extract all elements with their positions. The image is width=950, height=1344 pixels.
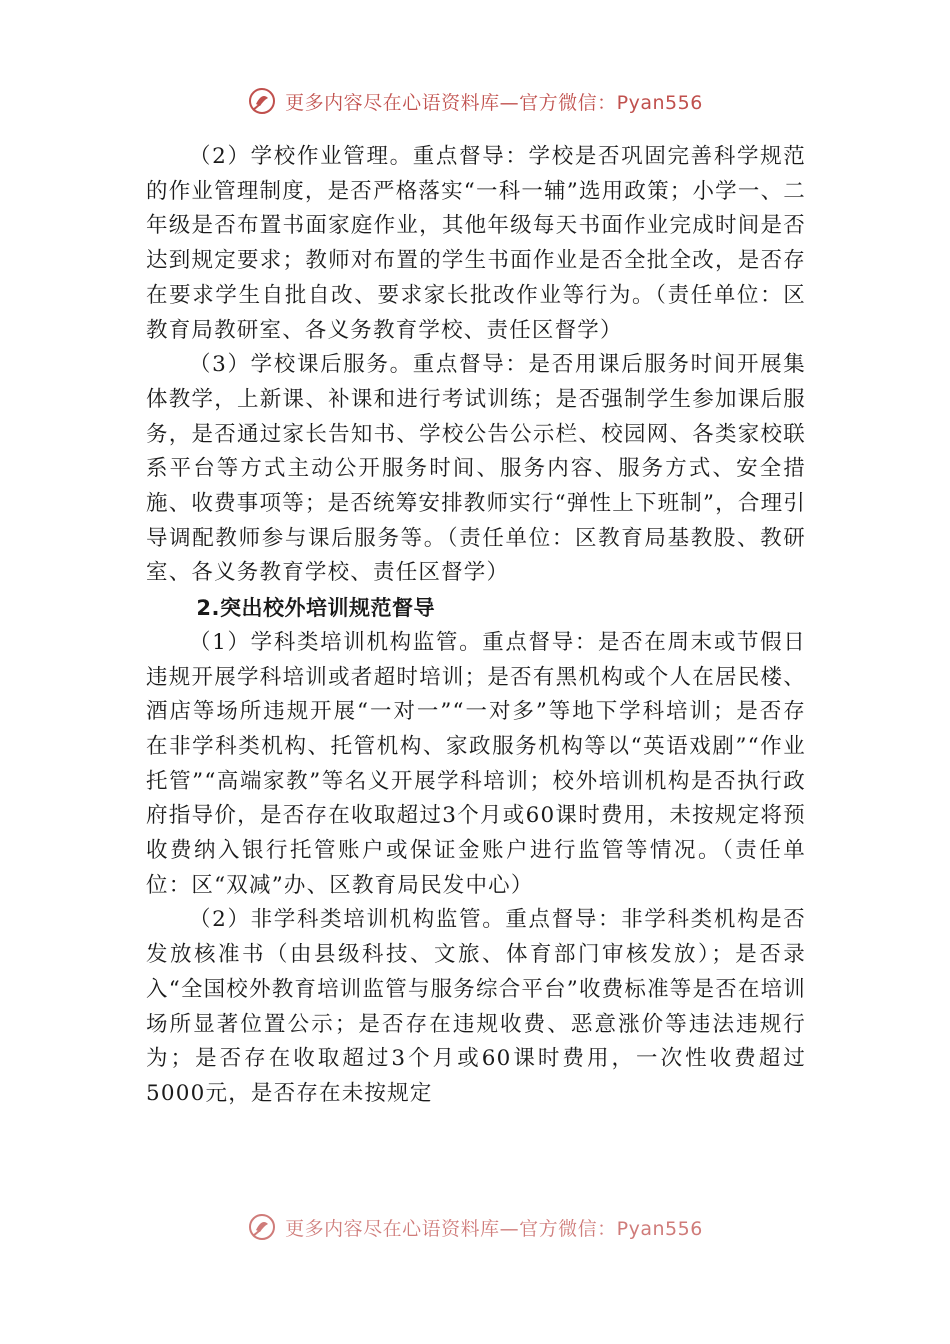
watermark-text: 更多内容尽在心语资料库—官方微信：Pyan556 (285, 1217, 703, 1240)
watermark-header (0, 86, 950, 116)
document-body (146, 140, 806, 1112)
watermark-footer (0, 1212, 950, 1242)
logo-icon (247, 86, 277, 116)
watermark-text: 更多内容尽在心语资料库—官方微信：Pyan556 (285, 91, 703, 114)
paragraph-after-school-service: （3）学校课后服务。重点督导：是否用课后服务时间开展集体教学，上新课、补课和进行考试训练；是否强制学生参加课后服务，是否通过家长告知书、学校公告公示栏、校园网、各类家校联系平台等方式主动公开服务时间、服务内容、服务方式、安全措施、收费事项等；是否统筹安排教师实行“弹性上下班制”，合理引导调配教师参与课后服务等。（责任单位：区教育局基教股、教研室、各义务教育学校、责任区督学） (146, 352, 806, 586)
paragraph-homework-management: （2）学校作业管理。重点督导：学校是否巩固完善科学规范的作业管理制度，是否严格落实“一科一辅”选用政策；小学一、二年级是否布置书面家庭作业，其他年级每天书面作业完成时间是否达到规定要求；教师对布置的学生书面作业是否全批全改，是否存在要求学生自批自改、要求家长批改作业等行为。（责任单位：区教育局教研室、各义务教育学校、责任区督学） (146, 144, 806, 343)
section-heading: 2.突出校外培训规范督导 (196, 596, 435, 621)
logo-icon (247, 1212, 277, 1242)
paragraph-subject-training-supervision: （1）学科类培训机构监管。重点督导：是否在周末或节假日违规开展学科培训或者超时培训；是否有黑机构或个人在居民楼、酒店等场所违规开展“一对一”“一对多”等地下学科培训；是否存在非学科类机构、托管机构、家政服务机构等以“英语戏剧”“作业托管”“高端家教”等名义开展学科培训；校外培训机构是否执行政府指导价，是否存在收取超过3个月或60课时费用，未按规定将预收费纳入银行托管账户或保证金账户进行监管等情况。（责任单位：区“双减”办、区教育局民发中心） (146, 629, 806, 898)
paragraph-non-subject-training-supervision: （2）非学科类培训机构监管。重点督导：非学科类机构是否发放核准书（由县级科技、文旅、体育部门审核发放）；是否录入“全国校外教育培训监管与服务综合平台”收费标准等是否在培训场所显著位置公示；是否存在违规收费、恶意涨价等违法违规行为；是否存在收取超过3个月或60课时费用，一次性收费超过5000元，是否存在未按规定 (146, 907, 806, 1106)
